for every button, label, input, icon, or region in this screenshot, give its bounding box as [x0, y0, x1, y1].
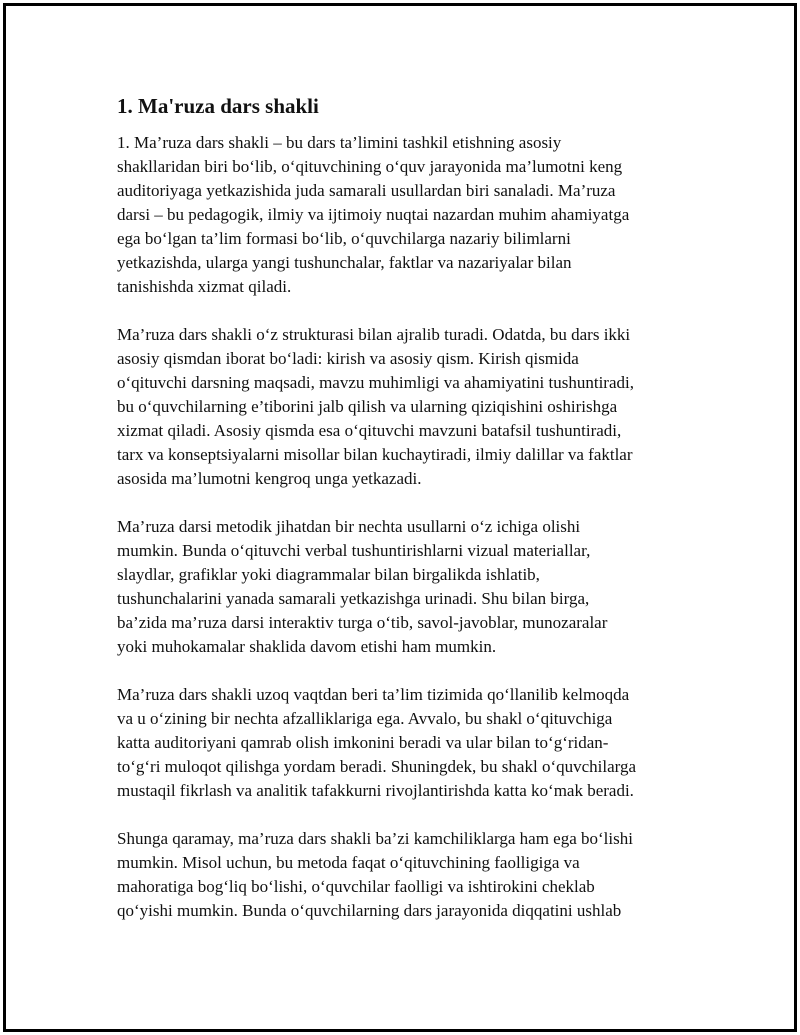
- paragraph-line: darsi – bu pedagogik, ilmiy va ijtimoiy nuqtai nazardan muhim ahamiyatga: [117, 205, 630, 224]
- paragraph: [117, 827, 687, 923]
- paragraph-line: tarx va konseptsiyalarni misollar bilan kuchaytiradi, ilmiy dalillar va faktlar: [117, 445, 633, 464]
- paragraph-line: mumkin. Misol uchun, bu metoda faqat o‘qituvchining faolligiga va: [117, 853, 580, 872]
- paragraph-line: xizmat qiladi. Asosiy qismda esa o‘qituvchi mavzuni batafsil tushuntiradi,: [117, 421, 622, 440]
- paragraph: [117, 515, 687, 659]
- paragraph-line: ba’zida ma’ruza darsi interaktiv turga o‘tib, savol-javoblar, munozaralar: [117, 613, 608, 632]
- paragraph-line: mumkin. Bunda o‘qituvchi verbal tushuntirishlarni vizual materiallar,: [117, 541, 591, 560]
- paragraph-line: 1. Ma’ruza dars shakli – bu dars ta’limini tashkil etishning asosiy: [117, 133, 562, 152]
- paragraph-line: tushunchalarini yanada samarali yetkazishga urinadi. Shu bilan birga,: [117, 589, 590, 608]
- paragraph-line: asosiy qismdan iborat bo‘ladi: kirish va asosiy qism. Kirish qismida: [117, 349, 579, 368]
- paragraph-line: auditoriyaga yetkazishida juda samarali usullardan biri sanaladi. Ma’ruza: [117, 181, 616, 200]
- paragraph: [117, 131, 687, 299]
- paragraph-line: shakllaridan biri bo‘lib, o‘qituvchining o‘quv jarayonida ma’lumotni keng: [117, 157, 623, 176]
- paragraph-line: bu o‘quvchilarning e’tiborini jalb qilish va ularning qiziqishini oshirishga: [117, 397, 618, 416]
- paragraph: [117, 323, 687, 491]
- paragraph-line: Ma’ruza dars shakli uzoq vaqtdan beri ta’lim tizimida qo‘llanilib kelmoqda: [117, 685, 630, 704]
- paragraph-line: mahoratiga bog‘liq bo‘lishi, o‘quvchilar faolligi va ishtirokini cheklab: [117, 877, 595, 896]
- document-body: [117, 91, 687, 947]
- paragraph-line: Shunga qaramay, ma’ruza dars shakli ba’zi kamchiliklarga ham ega bo‘lishi: [117, 829, 633, 848]
- paragraph-line: va u o‘zining bir nechta afzalliklariga ega. Avvalo, bu shakl o‘qituvchiga: [117, 709, 613, 728]
- paragraph-line: tanishishda xizmat qiladi.: [117, 277, 292, 296]
- paragraph-line: yoki muhokamalar shaklida davom etishi ham mumkin.: [117, 637, 497, 656]
- paragraphs-container: [117, 131, 687, 923]
- paragraph-line: to‘g‘ri muloqot qilishga yordam beradi. Shuningdek, bu shakl o‘quvchilarga: [117, 757, 637, 776]
- paragraph-line: asosida ma’lumotni kengroq unga yetkazadi.: [117, 469, 422, 488]
- paragraph-line: ega bo‘lgan ta’lim formasi bo‘lib, o‘quvchilarga nazariy bilimlarni: [117, 229, 571, 248]
- paragraph: [117, 683, 687, 803]
- paragraph-line: qo‘yishi mumkin. Bunda o‘quvchilarning dars jarayonida diqqatini ushlab: [117, 901, 622, 920]
- paragraph-line: slaydlar, grafiklar yoki diagrammalar bilan birgalikda ishlatib,: [117, 565, 540, 584]
- paragraph-line: yetkazishda, ularga yangi tushunchalar, faktlar va nazariyalar bilan: [117, 253, 572, 272]
- paragraph-line: mustaqil fikrlash va analitik tafakkurni rivojlantirishda katta ko‘mak beradi.: [117, 781, 634, 800]
- paragraph-line: Ma’ruza darsi metodik jihatdan bir nechta usullarni o‘z ichiga olishi: [117, 517, 581, 536]
- paragraph-line: o‘qituvchi darsning maqsadi, mavzu muhimligi va ahamiyatini tushuntiradi,: [117, 373, 634, 392]
- section-heading: 1. Ma'ruza dars shakli: [117, 94, 319, 118]
- paragraph-line: katta auditoriyani qamrab olish imkonini beradi va ular bilan to‘g‘ridan-: [117, 733, 609, 752]
- paragraph-line: Ma’ruza dars shakli o‘z strukturasi bilan ajralib turadi. Odatda, bu dars ikki: [117, 325, 631, 344]
